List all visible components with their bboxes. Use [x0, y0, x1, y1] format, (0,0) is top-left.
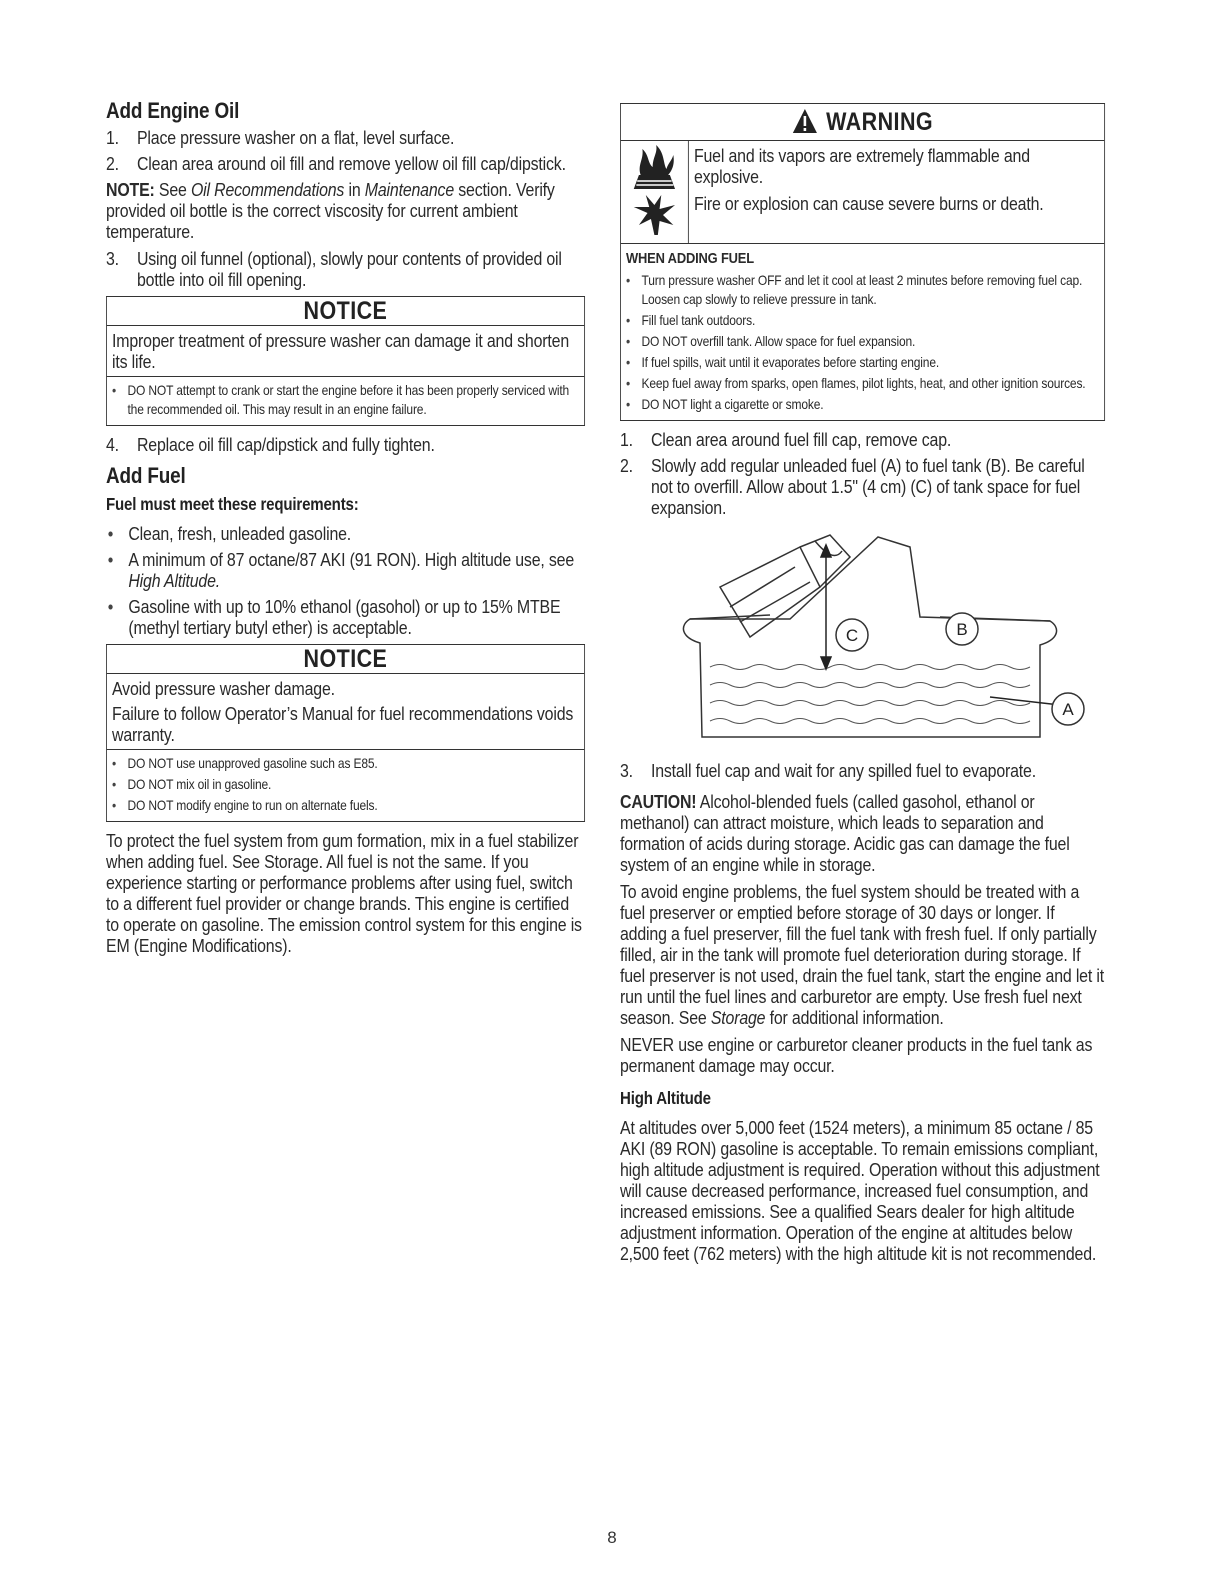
warning-bullet: • If fuel spills, wait until it evaporates before starting engine.: [626, 353, 1099, 372]
notice-details: [107, 377, 584, 425]
fuel-can-nozzle: [720, 547, 820, 637]
caution-paragraph: CAUTION! Alcohol-blended fuels (called gasohol, ethanol or methanol) can attract moisture, which leads to separation and formation of acids during storage. Acidic gas can damage the fuel system of an engine while in storage.: [620, 791, 1070, 875]
step-item: 1. Clean area around fuel fill cap, remove cap.: [620, 429, 952, 450]
tank-outline: [683, 537, 1056, 737]
hazard-text: Fuel and its vapors are extremely flammable and explosive. Fire or explosion can cause severe burns or death.: [693, 145, 1044, 214]
notice-header: NOTICE: [107, 297, 584, 326]
warning-hazard-row: [621, 141, 1104, 244]
fuel-paragraph: To protect the fuel system from gum formation, mix in a fuel stabilizer when adding fuel. See Storage. All fuel is not the same. If you experience starting or performance problems after using fuel, switch to a different fuel provider or change brands. This engine is certified to operate on gasoline. The emission control system for this engine is EM (Engine Modifications).: [106, 830, 582, 956]
requirement-item: • A minimum of 87 octane/87 AKI (91 RON). High altitude use, see High Altitude.: [106, 549, 585, 591]
engine-oil-steps: [106, 127, 585, 174]
fuel-preserver-paragraph: To avoid engine problems, the fuel system should be treated with a fuel preserver or emptied before storage of 30 days or longer. If adding a fuel preserver, fill the fuel tank with fresh fuel. If only partially filled, air in the tank will promote fuel deterioration during storage. If fuel preserver is not used, drain the fuel tank, start the engine and let it run until the fuel lines and carburetor are empty. Use fresh fuel next season. See Storage for additional information.: [620, 881, 1104, 1028]
warning-triangle-icon: [792, 108, 818, 137]
notice-main-text: Improper treatment of pressure washer can damage it and shorten its life.: [107, 326, 584, 377]
step-item: 3. Using oil funnel (optional), slowly pour contents of provided oil bottle into oil fill opening.: [106, 248, 562, 290]
step-item: 1. Place pressure washer on a flat, level surface.: [106, 127, 455, 148]
never-paragraph: NEVER use engine or carburetor cleaner products in the fuel tank as permanent damage may occur.: [620, 1034, 1093, 1076]
requirement-item: • Clean, fresh, unleaded gasoline.: [106, 523, 585, 544]
right-column: [620, 103, 1106, 1270]
oil-note: NOTE: See Oil Recommendations in Maintenance section. Verify provided oil bottle is the correct viscosity for current ambient temperature.: [106, 179, 555, 242]
engine-oil-steps-cont: [106, 248, 585, 290]
warning-bullet: • Keep fuel away from sparks, open flames, pilot lights, heat, and other ignition sources.: [626, 374, 1099, 393]
high-altitude-heading: High Altitude: [620, 1088, 711, 1108]
warning-bullet: • DO NOT overfill tank. Allow space for fuel expansion.: [626, 332, 1099, 351]
warning-header: WARNING: [621, 104, 1104, 141]
warning-bullet: • Fill fuel tank outdoors.: [626, 311, 1099, 330]
page-number: 8: [607, 1528, 617, 1547]
warning-box: [620, 103, 1105, 421]
fuel-wave-lines: [710, 665, 1030, 724]
fuel-notice-box: [106, 644, 585, 822]
expansion-arrow: [821, 545, 831, 669]
notice-bullet: • DO NOT mix oil in gasoline.: [112, 775, 579, 794]
step-item: 4. Replace oil fill cap/dipstick and fully tighten.: [106, 434, 435, 455]
add-fuel-heading: Add Fuel: [106, 463, 186, 488]
warning-details: [621, 271, 1104, 420]
warning-bullet: • DO NOT light a cigarette or smoke.: [626, 395, 1099, 414]
fuel-steps-final: [620, 760, 1105, 781]
label-c: C: [845, 626, 859, 645]
notice-bullet: • DO NOT attempt to crank or start the engine before it has been properly serviced with the recommended oil. This may result in an engine failure.: [112, 381, 579, 419]
notice-bullet: • DO NOT modify engine to run on alternate fuels.: [112, 796, 579, 815]
fire-hazard-icon: [629, 145, 681, 195]
label-b: B: [956, 620, 968, 639]
left-column-content: [106, 100, 585, 956]
warning-subheader: WHEN ADDING FUEL: [626, 250, 754, 267]
notice-main-text: Avoid pressure washer damage. Failure to follow Operator’s Manual for fuel recommendations voids warranty.: [107, 674, 584, 750]
fuel-requirements-list: [106, 523, 585, 638]
hazard-icons: [621, 141, 689, 243]
notice-header: NOTICE: [107, 645, 584, 674]
fuel-tank-diagram: [620, 527, 1100, 749]
requirement-item: • Gasoline with up to 10% ethanol (gasohol) or up to 15% MTBE (methyl tertiary butyl ether) is acceptable.: [106, 596, 585, 638]
warning-bullet: • Turn pressure washer OFF and let it cool at least 2 minutes before removing fuel cap. Loosen cap slowly to relieve pressure in tank.: [626, 271, 1099, 309]
fuel-steps: [620, 429, 1105, 518]
high-altitude-text: At altitudes over 5,000 feet (1524 meters), a minimum 85 octane / 85 AKI (89 RON) gasoline is acceptable. To remain emissions compliant, high altitude adjustment is required. Operation without this adjustment will cause decreased performance, increased fuel consumption, and increased emissions. See a qualified Sears dealer for high altitude adjustment information. Operation of the engine at altitudes below 2,500 feet (762 meters) with the high altitude kit is not recommended.: [620, 1117, 1100, 1264]
oil-notice-box: [106, 296, 585, 426]
right-column-content-lower: [620, 760, 1105, 1264]
notice-bullet: • DO NOT use unapproved gasoline such as E85.: [112, 754, 579, 773]
step-item: 3. Install fuel cap and wait for any spilled fuel to evaporate.: [620, 760, 1036, 781]
right-column-content: [620, 103, 1105, 518]
notice-details: [107, 750, 584, 821]
step-item: 2. Slowly add regular unleaded fuel (A) to fuel tank (B). Be careful not to overfill. Allow about 1.5" (4 cm) (C) of tank space for fuel expansion.: [620, 455, 1085, 518]
step-item: 2. Clean area around oil fill and remove yellow oil fill cap/dipstick.: [106, 153, 566, 174]
fuel-can-nozzle: [730, 567, 795, 607]
explosion-icon: [632, 195, 677, 239]
add-engine-oil-heading: Add Engine Oil: [106, 98, 240, 123]
label-a: A: [1062, 700, 1074, 719]
engine-oil-steps-final: [106, 434, 585, 455]
fuel-requirements-heading: Fuel must meet these requirements:: [106, 494, 359, 514]
left-column: [106, 100, 586, 962]
